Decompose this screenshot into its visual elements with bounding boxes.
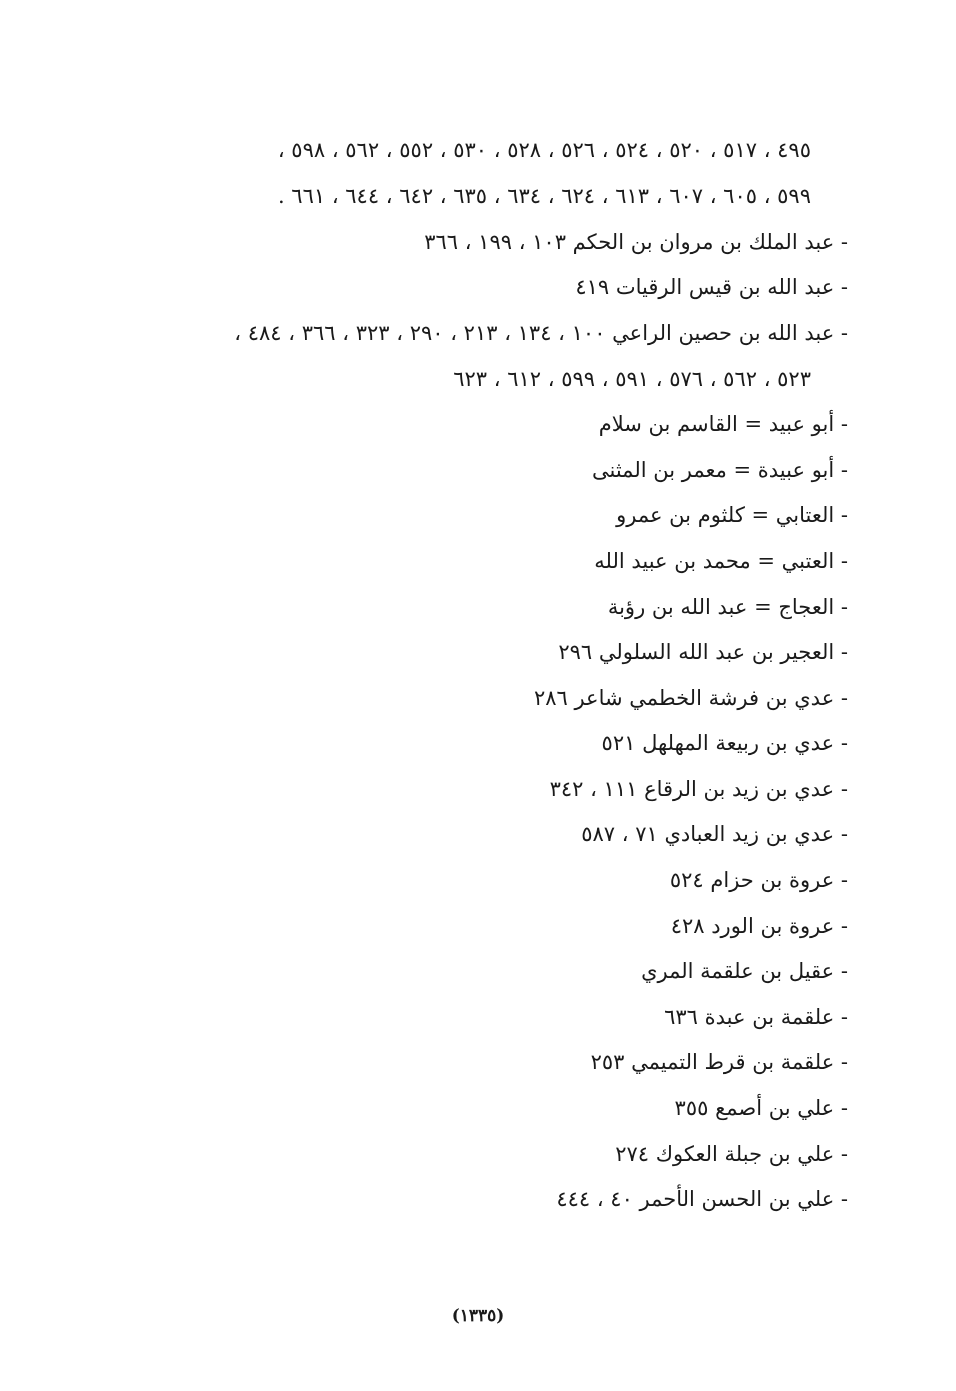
index-entry-adi-ibn-zayd-ibadi: - عدي بن زيد العبادي ٧١ ، ٥٨٧ xyxy=(581,822,848,846)
index-entry-urwa-ibn-al-ward: - عروة بن الورد ٤٢٨ xyxy=(670,914,848,938)
index-entry-abu-ubayda: - أبو عبيدة = معمر بن المثنى xyxy=(592,458,848,482)
index-entry-urwa-ibn-hizam: - عروة بن حزام ٥٢٤ xyxy=(669,868,848,892)
index-entry-adi-ibn-zayd-riqa: - عدي بن زيد بن الرقاع ١١١ ، ٣٤٢ xyxy=(549,777,848,801)
index-entry-al-ajjaj: - العجاج = عبد الله بن رؤبة xyxy=(607,595,848,619)
index-entry-adi-ibn-rabia: - عدي بن ربيعة المهلهل ٥٢١ xyxy=(601,731,848,755)
index-entry-abdallah-ibn-husayn: - عبد الله بن حصين الراعي ١٠٠ ، ١٣٤ ، ٢١٣ ، ٢٩٠ ، ٣٢٣ ، ٣٦٦ ، ٤٨٤ ، xyxy=(234,321,848,345)
index-entry-ali-ibn-al-hasan: - علي بن الحسن الأحمر ٤٠ ، ٤٤٤ xyxy=(556,1187,848,1211)
page-number: (١٣٣٥) xyxy=(451,1306,505,1326)
index-entry-adi-ibn-farsha: - عدي بن فرشة الخطمي شاعر ٢٨٦ xyxy=(533,686,848,710)
index-continuation-line-1: ٤٩٥ ، ٥١٧ ، ٥٢٠ ، ٥٢٤ ، ٥٢٦ ، ٥٢٨ ، ٥٣٠ ، ٥٥٢ ، ٥٦٢ ، ٥٩٨ ، xyxy=(277,138,811,162)
index-entry-al-ujayr: - العجير بن عبد الله السلولي ٢٩٦ xyxy=(558,640,848,664)
index-continuation-line-2: ٥٩٩ ، ٦٠٥ ، ٦٠٧ ، ٦١٣ ، ٦٢٤ ، ٦٣٤ ، ٦٣٥ ، ٦٤٢ ، ٦٤٤ ، ٦٦١ . xyxy=(277,184,811,208)
index-entry-abu-ubayd: - أبو عبيد = القاسم بن سلام xyxy=(598,412,848,436)
index-entry-alqama-ibn-qurt: - علقمة بن قرط التميمي ٢٥٣ xyxy=(590,1050,848,1074)
index-entry-abdallah-ibn-husayn-cont: ٥٢٣ ، ٥٦٢ ، ٥٧٦ ، ٥٩١ ، ٥٩٩ ، ٦١٢ ، ٦٢٣ xyxy=(453,367,811,391)
index-entry-ali-ibn-asma: - علي بن أصمع ٣٥٥ xyxy=(674,1096,848,1120)
index-entry-abd-al-malik: - عبد الملك بن مروان بن الحكم ١٠٣ ، ١٩٩ ، ٣٦٦ xyxy=(424,230,848,254)
index-entry-al-utbi: - العتبي = محمد بن عبيد الله xyxy=(594,549,848,573)
index-entry-aqil-ibn-alqama: - عقيل بن علقمة المري xyxy=(641,959,848,983)
index-entry-alqama-ibn-abada: - علقمة بن عبدة ٦٣٦ xyxy=(664,1005,848,1029)
index-entry-ali-ibn-jabala: - علي بن جبلة العكوك ٢٧٤ xyxy=(615,1142,848,1166)
index-entry-abdallah-ibn-qays: - عبد الله بن قيس الرقيات ٤١٩ xyxy=(575,275,848,299)
index-entry-al-attabi: - العتابي = كلثوم بن عمرو xyxy=(616,503,848,527)
